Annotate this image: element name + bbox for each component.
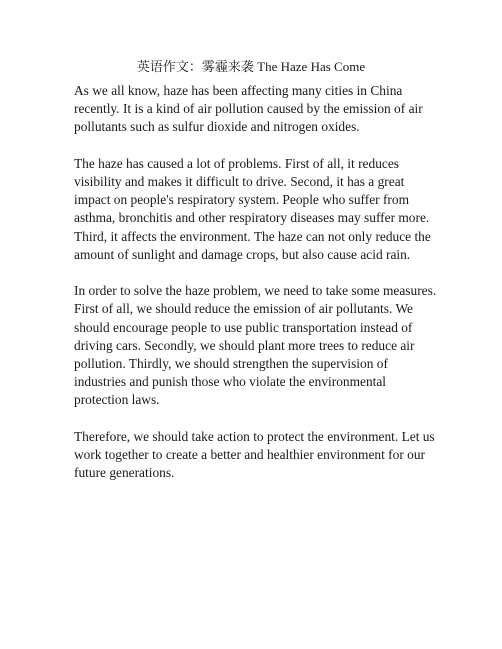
paragraph-intro: As we all know, haze has been affecting many cities in China recently. It is a kind of air pollution caused by the emission of air pollutants such as sulfur dioxide and nitrogen oxides. [74,83,423,135]
page-title: 英语作文：雾霾来袭 The Haze Has Come [136,59,366,74]
paragraph-measures: In order to solve the haze problem, we need to take some measures. First of all, we should reduce the emission of air pollutants. We should encourage people to use public transportation instead of driving cars. Secondly, we should plant more trees to reduce air pollution. Thirdly, we should strengthen the supervision of industries and punish those who violate the environmental protection laws. [74,283,437,408]
paragraph-conclusion: Therefore, we should take action to protect the environment. Let us work together to create a better and healthier environment for our future generations. [74,428,435,481]
essay-body [74,82,440,501]
paragraph-problems: The haze has caused a lot of problems. First of all, it reduces visibility and makes it difficult to drive. Second, it has a great impact on people's respiratory system. People who suffer from asthma, bronchitis and other respiratory diseases may suffer more. Third, it affects the environment. The haze can not only reduce the amount of sunlight and damage crops, but also cause acid rain. [74,155,431,262]
